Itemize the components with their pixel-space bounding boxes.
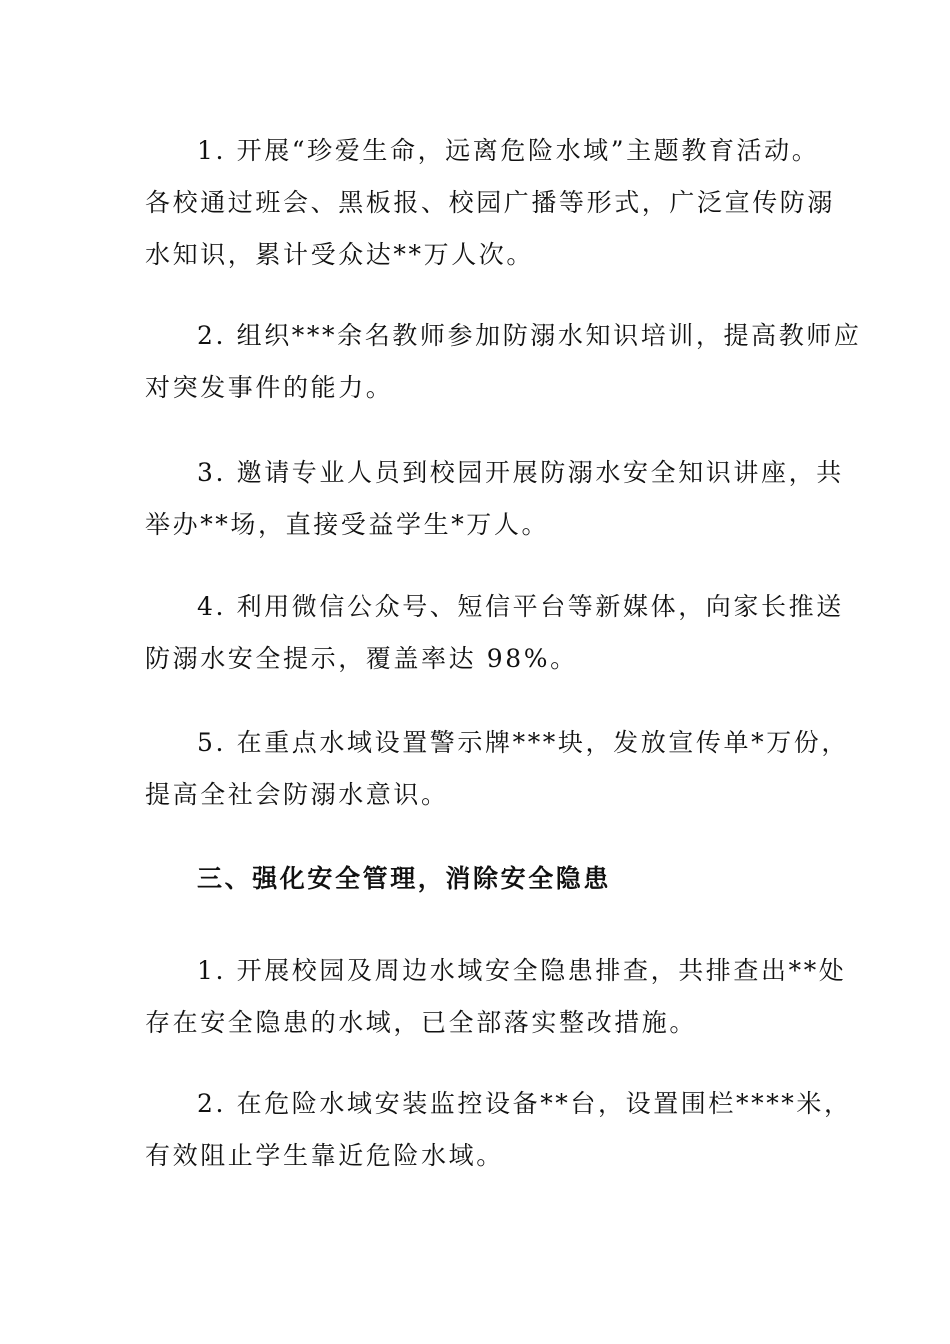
paragraph-3: [145, 447, 844, 551]
paragraph-line: 1. 开展校园及周边水域安全隐患排查，共排查出**处: [197, 956, 847, 985]
paragraph-5: [145, 717, 850, 821]
paragraph-line: 对突发事件的能力。: [145, 373, 394, 402]
section-paragraph-1: [145, 945, 847, 1049]
paragraph-line: 5. 在重点水域设置警示牌***块，发放宣传单*万份，: [197, 728, 850, 757]
section-heading: [145, 853, 805, 905]
paragraph-line: 有效阻止学生靠近危险水域。: [145, 1141, 504, 1170]
paragraph-line: 1. 开展“珍爱生命，远离危险水域”主题教育活动。: [197, 136, 820, 165]
section-paragraph-2: [145, 1078, 852, 1182]
paragraph-2: [145, 310, 862, 414]
paragraph-line: 存在安全隐患的水域，已全部落实整改措施。: [145, 1008, 698, 1037]
paragraph-line: 水知识，累计受众达**万人次。: [145, 240, 535, 269]
paragraph-line: 举办**场，直接受益学生*万人。: [145, 510, 550, 539]
paragraph-line: 2. 组织***余名教师参加防溺水知识培训，提高教师应: [197, 321, 862, 350]
section-heading-text: 三、强化安全管理，消除安全隐患: [197, 864, 612, 893]
paragraph-line: 提高全社会防溺水意识。: [145, 780, 449, 809]
paragraph-4: [145, 581, 844, 685]
paragraph-1: [145, 125, 836, 281]
paragraph-line: 2. 在危险水域安装监控设备**台，设置围栏****米，: [197, 1089, 852, 1118]
paragraph-line: 4. 利用微信公众号、短信平台等新媒体，向家长推送: [197, 592, 844, 621]
paragraph-line: 各校通过班会、黑板报、校园广播等形式，广泛宣传防溺: [145, 188, 836, 217]
paragraph-line: 3. 邀请专业人员到校园开展防溺水安全知识讲座，共: [197, 458, 844, 487]
paragraph-line: 防溺水安全提示，覆盖率达 98%。: [145, 644, 578, 673]
